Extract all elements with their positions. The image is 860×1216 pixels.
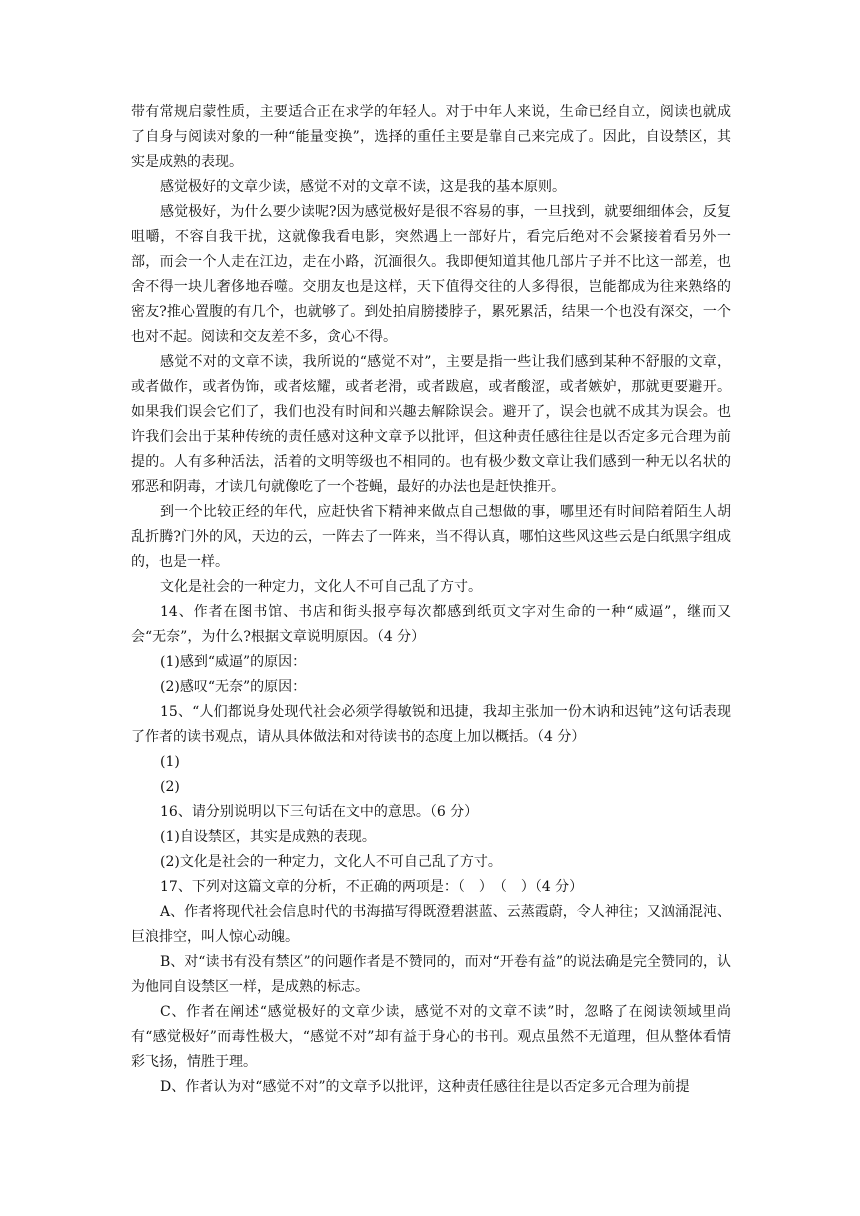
- question-15: 15、“人们都说身处现代社会必须学得敏锐和迅捷，我却主张加一份木讷和迟钝”这句话表现了作者的读书观点，请从具体做法和对待读书的态度上加以概括。（4 分）: [131, 704, 731, 745]
- question-16: 16、请分别说明以下三句话在文中的意思。（6 分）: [160, 804, 479, 820]
- question-16-part-2: (2)文化是社会的一种定力，文化人不可自己乱了方寸。: [160, 854, 502, 870]
- paragraph: 感觉不对的文章不读，我所说的“感觉不对”，主要是指一些让我们感到某种不舒服的文章，或者做作，或者伪饰，或者炫耀，或者老滑，或者跋扈，或者酸涩，或者嫉妒，那就更要避开。如果我们误会它们了，我们也没有时间和兴趣去解除误会。避开了，误会也就不成其为误会。也许我们会出于某种传统的责任感对这种文章予以批评，但这种责任感往往是以否定多元合理为前提的。人有多种活法，活着的文明等级也不相同的。也有极少数文章让我们感到一种无以名状的邪恶和阴毒，才读几句就像吃了一个苍蝇，最好的办法也是赶快推开。: [131, 354, 731, 495]
- paragraph: 文化是社会的一种定力，文化人不可自己乱了方寸。: [160, 579, 482, 595]
- question-14: 14、作者在图书馆、书店和街头报亭每次都感到纸页文字对生命的一种“威逼”，继而又会“无奈”，为什么?根据文章说明原因。（4 分）: [131, 604, 731, 645]
- question-16-part-1: (1)自设禁区，其实是成熟的表现。: [160, 829, 376, 845]
- question-14-part-2: (2)感叹“无奈”的原因：: [160, 679, 307, 695]
- question-17: 17、下列对这篇文章的分析，不正确的两项是：（ ） （ ）（4 分）: [160, 879, 584, 895]
- paragraph: 带有常规启蒙性质，主要适合正在求学的年轻人。对于中年人来说，生命已经自立，阅读也就成了自身与阅读对象的一种“能量变换”，选择的重任主要是靠自己来完成了。因此，自设禁区，其实是成熟的表现。: [131, 104, 731, 170]
- paragraph: 到一个比较正经的年代，应赶快省下精神来做点自己想做的事，哪里还有时间陪着陌生人胡乱折腾?门外的风，天边的云，一阵去了一阵来，当不得认真，哪怕这些风这些云是白纸黑字组成的，也是一样。: [131, 504, 731, 570]
- question-14-part-1: (1)感到“威逼”的原因：: [160, 654, 307, 670]
- paragraph: 感觉极好，为什么要少读呢?因为感觉极好是很不容易的事，一旦找到，就要细细体会，反复咀嚼，不容自我干扰，这就像我看电影，突然遇上一部好片，看完后绝对不会紧接着看另外一部，而会一个人走在江边，走在小路，沉湎很久。我即便知道其他几部片子并不比这一部差，也舍不得一块儿奢侈地吞噬。交朋友也是这样，天下值得交往的人多得很，岂能都成为往来熟络的密友?推心置腹的有几个，也就够了。到处拍肩膀搂脖子，累死累活，结果一个也没有深交，一个也对不起。阅读和交友差不多，贪心不得。: [131, 204, 731, 345]
- option-c: C、作者在阐述“感觉极好的文章少读，感觉不对的文章不读”时，忽略了在阅读领域里尚有“感觉极好”而毒性极大，“感觉不对”却有益于身心的书刊。观点虽然不无道理，但从整体看情彩飞扬，情胜于理。: [131, 1004, 731, 1070]
- document-body: [131, 100, 731, 1100]
- option-d: D、作者认为对“感觉不对”的文章予以批评，这种责任感往往是以否定多元合理为前提: [160, 1079, 690, 1095]
- question-15-part-1: (1): [160, 754, 180, 770]
- question-15-part-2: (2): [160, 779, 180, 795]
- option-b: B、对“读书有没有禁区”的问题作者是不赞同的，而对“开卷有益”的说法确是完全赞同的，认为他同自设禁区一样，是成熟的标志。: [131, 954, 731, 995]
- option-a: A、作者将现代社会信息时代的书海描写得既澄碧湛蓝、云蒸霞蔚，令人神往；又汹涌混沌、巨浪排空，叫人惊心动魄。: [131, 904, 731, 945]
- paragraph: 感觉极好的文章少读，感觉不对的文章不读，这是我的基本原则。: [160, 179, 566, 195]
